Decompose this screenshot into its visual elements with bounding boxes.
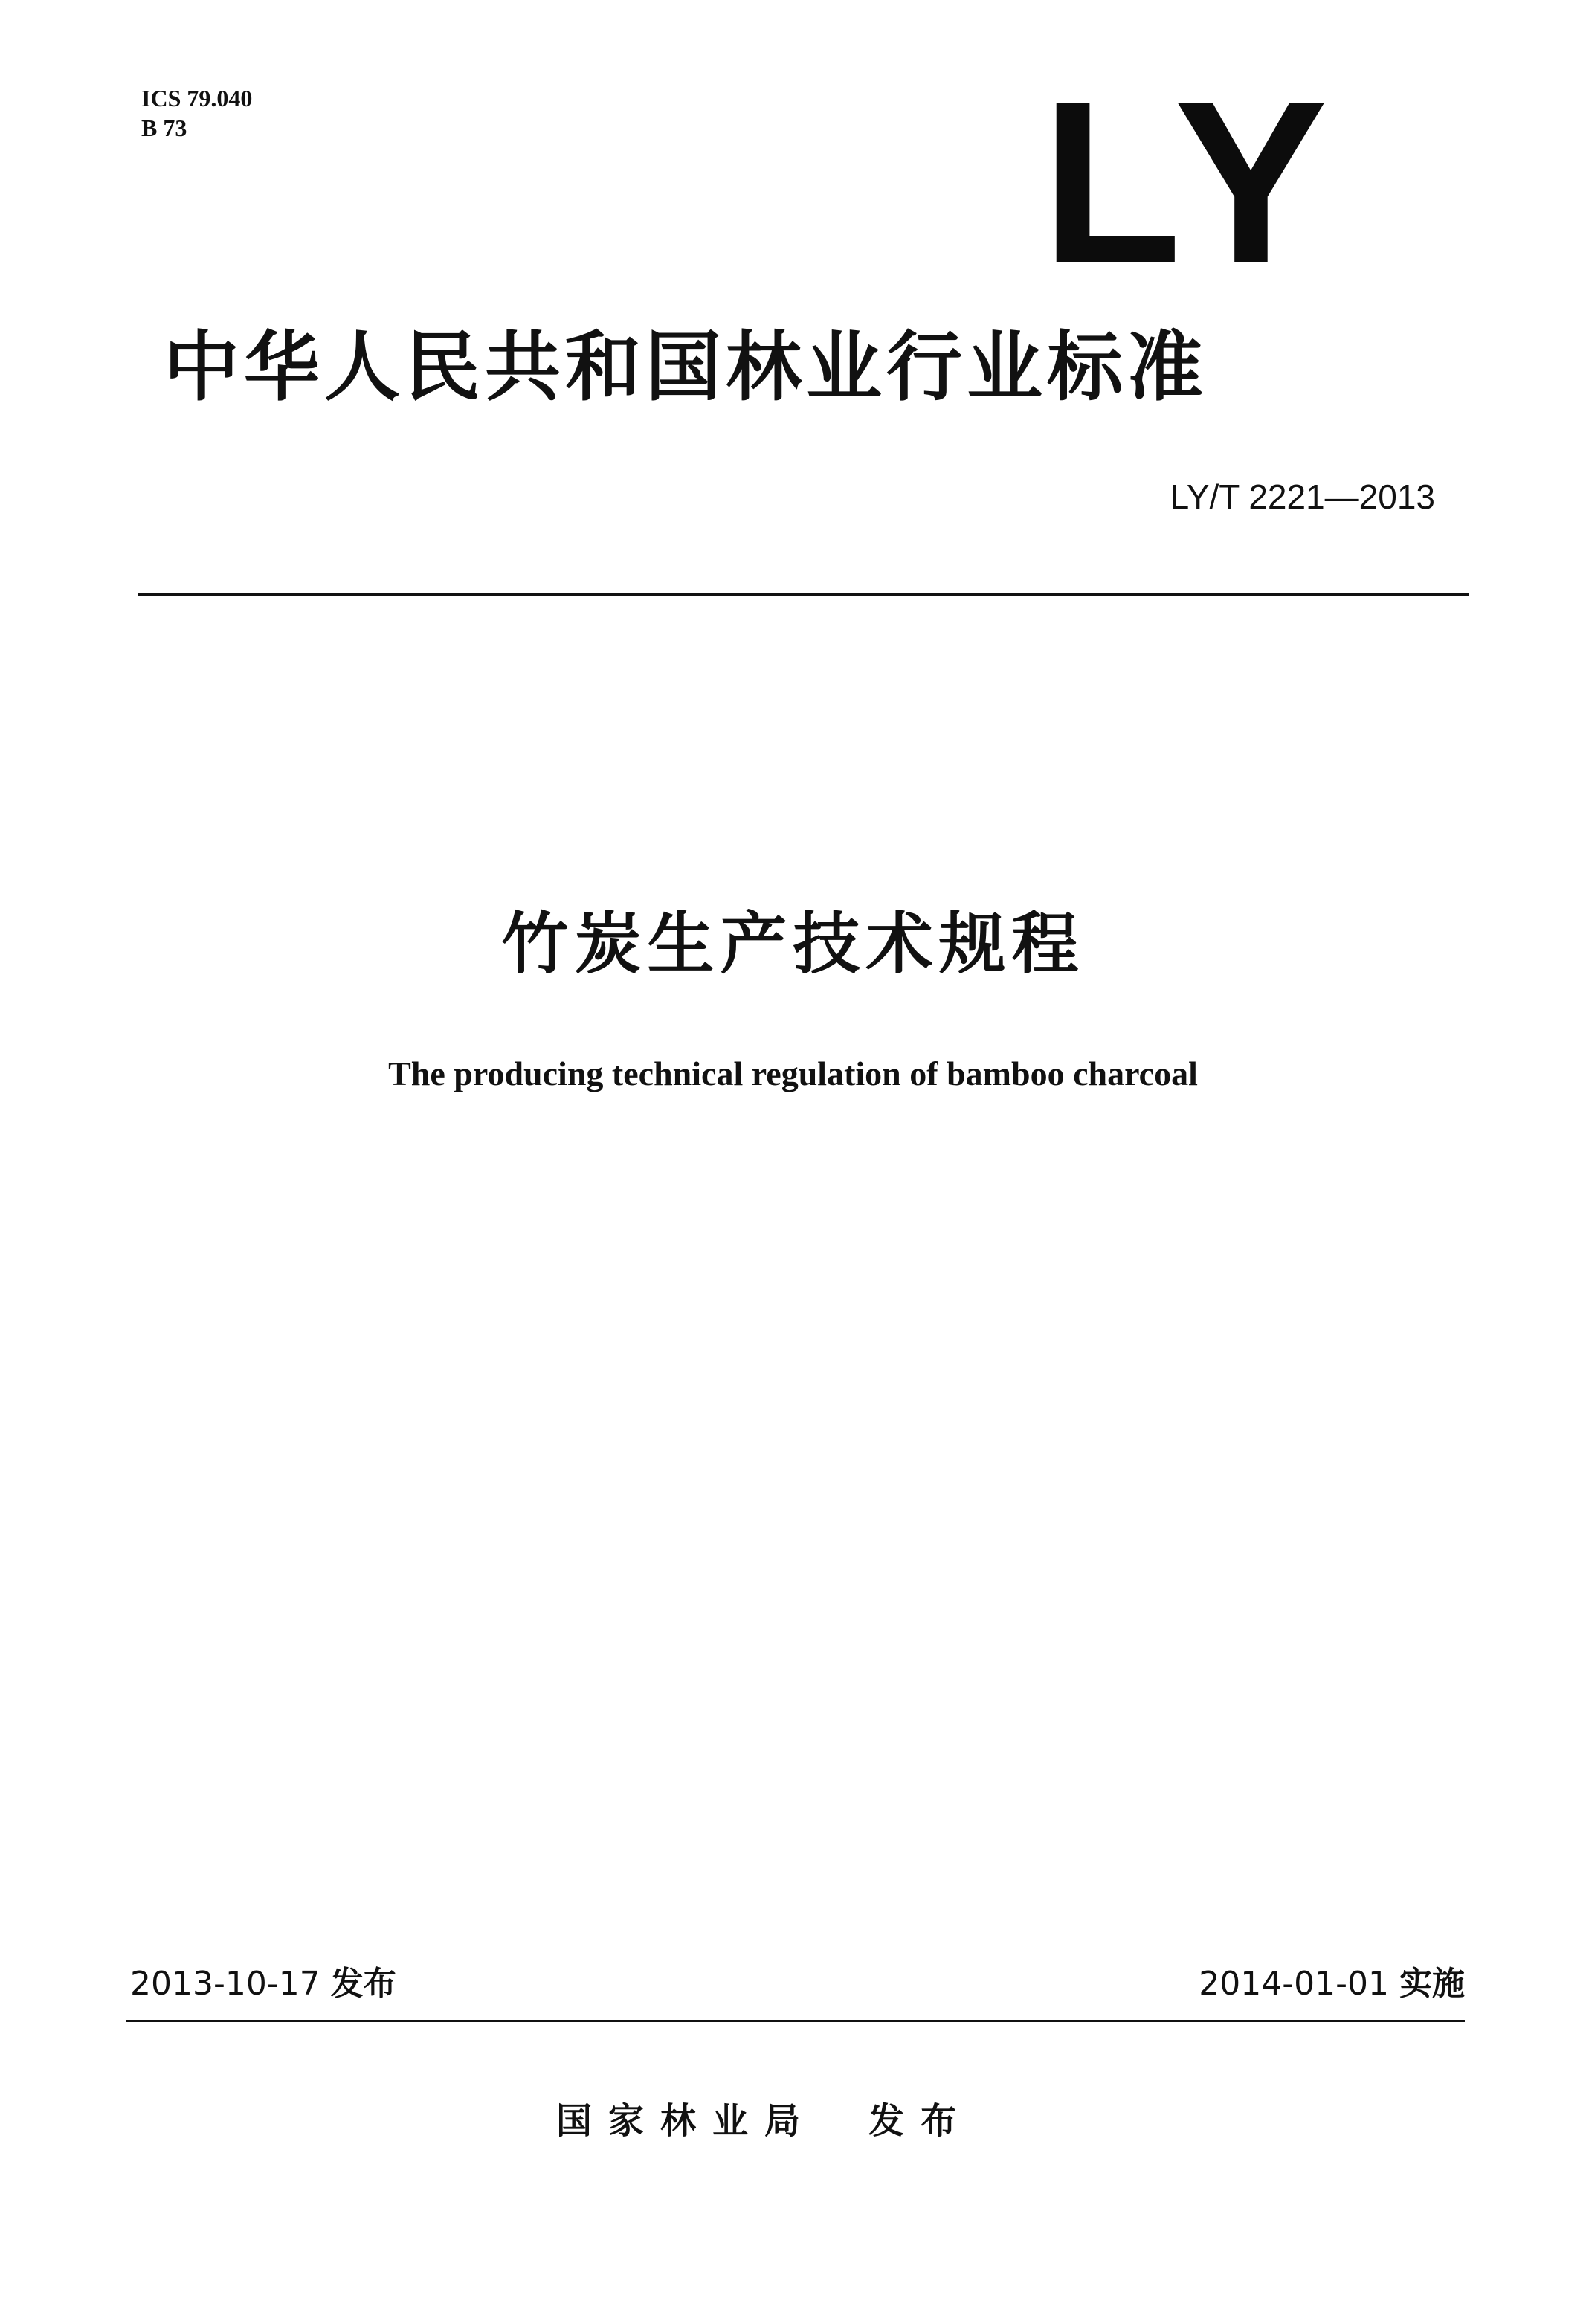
issue-date-block — [130, 1963, 396, 2005]
classification-codes — [141, 83, 252, 143]
issue-date: 2013-10-17 — [130, 1965, 320, 2003]
issuer-name: 国家林业局 — [556, 2100, 817, 2142]
issuer-action: 发布 — [868, 2100, 973, 2142]
ics-code: ICS 79.040 — [141, 85, 253, 112]
standard-logo: LY — [1041, 53, 1341, 311]
issue-label: 发布 — [330, 1965, 396, 2003]
effective-label: 实施 — [1399, 1965, 1465, 2003]
bottom-divider — [126, 2020, 1465, 2022]
top-divider — [138, 593, 1469, 596]
issuer-block — [556, 2099, 973, 2143]
effective-date-block — [1041, 1963, 1465, 2005]
ccs-code: B 73 — [141, 115, 187, 141]
standard-number: LY/T 2221—2013 — [1170, 477, 1435, 516]
document-title-english: The producing technical regulation of bamboo charcoal — [388, 1055, 1198, 1092]
effective-date: 2014-01-01 — [1199, 1965, 1389, 2003]
document-title-chinese: 竹炭生产技术规程 — [501, 905, 1085, 983]
standard-category-title: 中华人民共和国林业行业标准 — [164, 324, 1208, 412]
